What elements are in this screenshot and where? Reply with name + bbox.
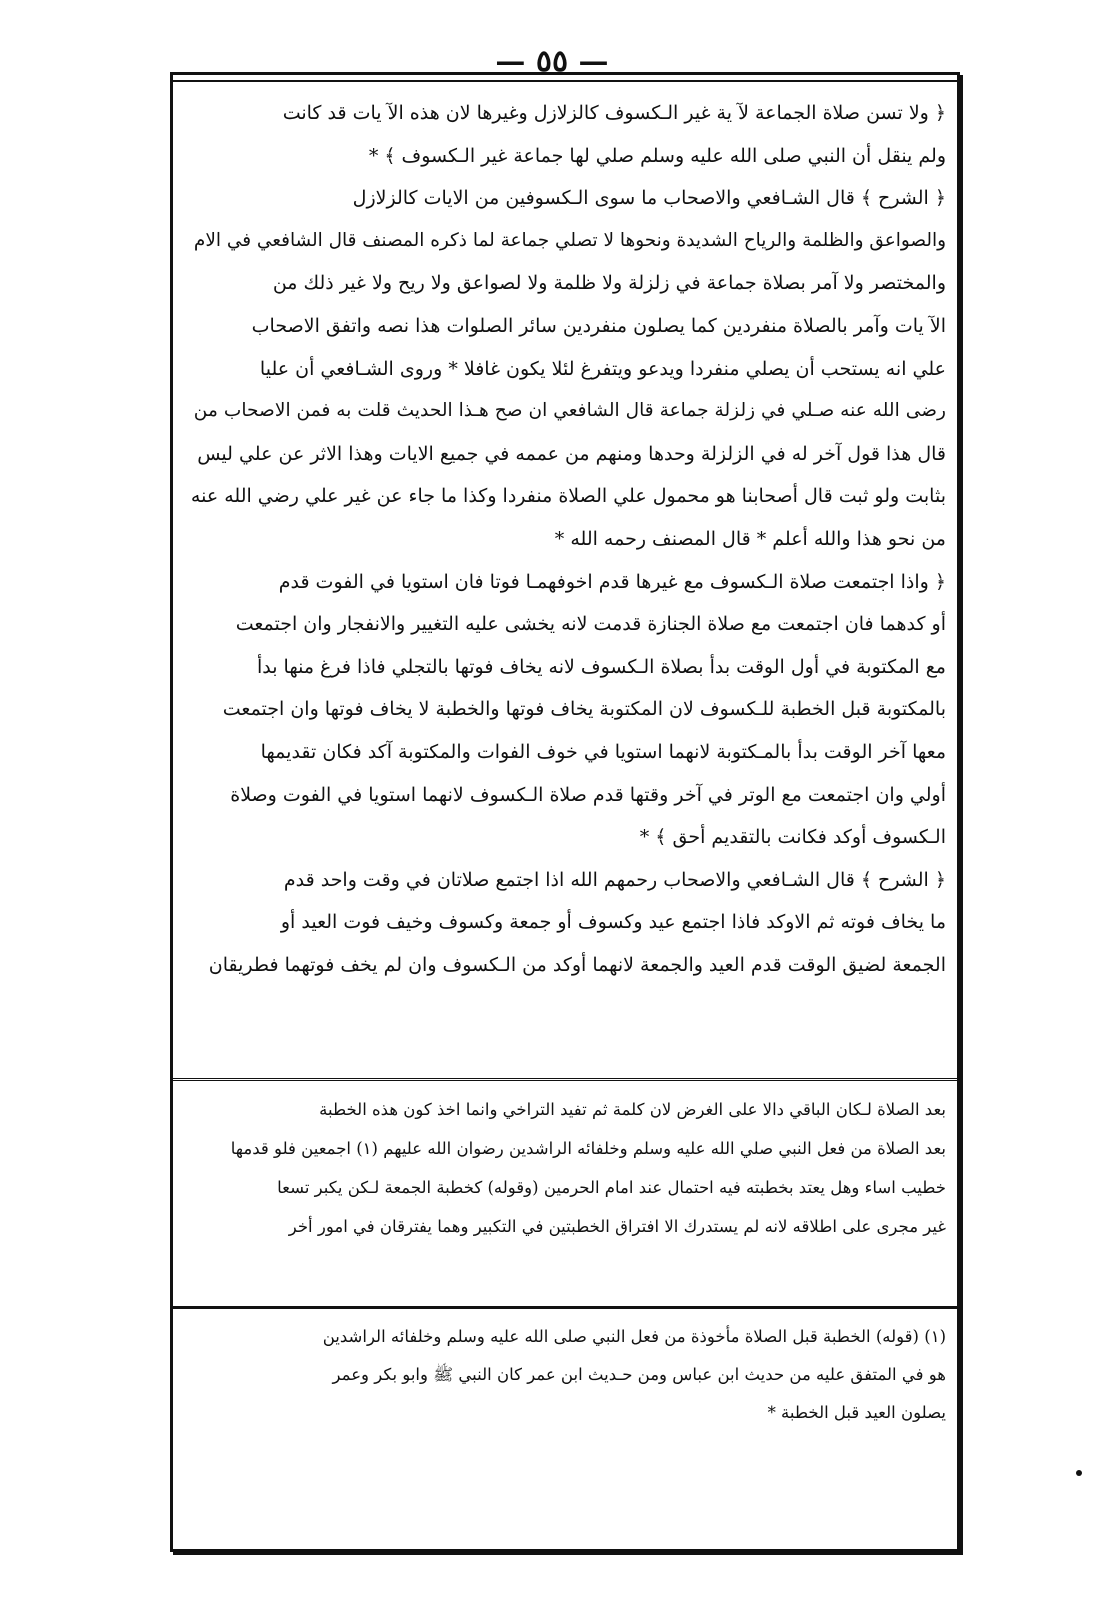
main-text-line: ما يخاف فوته ثم الاوكد فاذا اجتمع عيد وكسوف أو جمعة وكسوف وخيف فوت العيد أو xyxy=(280,911,946,934)
footnote-line: هو في المتفق عليه من حديث ابن عباس ومن حـديث ابن عمر كان النبي ﷺ وابو بكر وعمر xyxy=(332,1365,946,1384)
commentary-line: بعد الصلاة من فعل النبي صلي الله عليه وسلم وخلفائه الراشدين رضوان الله عليهم (١) اجمعين فلو قدمها xyxy=(230,1139,946,1158)
main-text-line: ﴿ الشرح ﴾ قال الشـافعي والاصحاب رحمهم الله اذا اجتمع صلاتان في وقت واحد قدم xyxy=(283,868,946,891)
main-text-line: ﴿ ولا تسن صلاة الجماعة لآ ية غير الـكسوف كالزلازل وغيرها لان هذه الآ يات قد كانت xyxy=(282,102,946,124)
main-text-line: ولم ينقل أن النبي صلى الله عليه وسلم صلي لها جماعة غير الـكسوف ﴾ * xyxy=(368,144,946,167)
main-text-line: قال هذا قول آخر له في الزلزلة وحدها ومنهم من عممه في جميع الايات وهذا الاثر عن علي ليس xyxy=(197,442,946,465)
main-text-line: رضى الله عنه صـلي في زلزلة جماعة قال الشافعي ان صح هـذا الحديث قلت به فمن الاصحاب من xyxy=(193,400,946,422)
main-text-line: معها آخر الوقت بدأ بالمـكتوبة لانهما استويا في خوف الفوات والمكتوبة آكد فكان تقديمها xyxy=(260,740,946,763)
main-text-line: ﴿ الشرح ﴾ قال الشـافعي والاصحاب ما سوى الـكسوفين من الايات كالزلازل xyxy=(352,187,946,210)
main-text-line: أو كدهما فان اجتمعت مع صلاة الجنازة قدمت لانه يخشى عليه التغيير والانفجار وان اجتمعت xyxy=(235,613,946,636)
main-text-line: مع المكتوبة في أول الوقت بدأ بصلاة الـكسوف لانه يخاف فوتها بالتجلي فاذا فرغ منها بدأ xyxy=(256,655,946,678)
footnote-divider xyxy=(172,1306,958,1309)
main-text-line: الآ يات وآمر بالصلاة منفردين كما يصلون منفردين سائر الصلوات هذا نصه واتفق الاصحاب xyxy=(251,314,946,337)
main-text-line: علي انه يستحب أن يصلي منفردا ويدعو ويتفرغ لئلا يكون غافلا * وروى الشـافعي أن عليا xyxy=(259,357,946,380)
commentary-line: بعد الصلاة لـكان الباقي دالا على الغرض لان كلمة ثم تفيد التراخي وانما اخذ كون هذه الخطبة xyxy=(319,1100,946,1119)
frame-top-rule xyxy=(170,80,960,82)
main-text-line: بالمكتوبة قبل الخطبة للـكسوف لان المكتوبة يخاف فوتها والخطبة لا يخاف فوتها وان اجتمعت xyxy=(222,698,946,721)
main-text-line: الجمعة لضيق الوقت قدم العيد والجمعة لانهما أوكد من الـكسوف وان لم يخف فوتهما فطريقان xyxy=(208,953,946,976)
main-text-line: بثابت ولو ثبت قال أصحابنا هو محمول علي الصلاة منفردا وكذا ما جاء عن غير علي رضي الله عنه xyxy=(190,485,946,508)
margin-mark xyxy=(1076,1470,1082,1476)
main-text-line: والصواعق والظلمة والرياح الشديدة ونحوها لا تصلي جماعة لما ذكره المصنف قال الشافعي في الام xyxy=(193,229,946,251)
commentary-line: غير مجرى على اطلاقه لانه لم يستدرك الا افتراق الخطبتين في التكبير وهما يفترقان في امور أخر xyxy=(288,1217,946,1236)
commentary-text xyxy=(186,1090,946,1246)
section-divider xyxy=(172,1078,958,1081)
main-text-line: الـكسوف أوكد فكانت بالتقديم أحق ﴾ * xyxy=(639,826,946,849)
main-text-line: من نحو هذا والله أعلم * قال المصنف رحمه الله * xyxy=(554,527,946,550)
main-text-line: ﴿ واذا اجتمعت صلاة الـكسوف مع غيرها قدم اخوفهمـا فوتا فان استويا في الفوت قدم xyxy=(278,570,946,593)
footnote-text xyxy=(186,1318,946,1432)
footnote-line: (١) (قوله) الخطبة قبل الصلاة مأخوذة من فعل النبي صلى الله عليه وسلم وخلفائه الراشدين xyxy=(322,1327,946,1346)
commentary-line: خطيب اساء وهل يعتد بخطبته فيه احتمال عند امام الحرمين (وقوله) كخطبة الجمعة لـكن يكبر تسعا xyxy=(277,1178,946,1197)
footnote-line: يصلون العيد قبل الخطبة * xyxy=(767,1403,946,1422)
page-number: — ٥٥ — xyxy=(495,44,609,79)
main-text-line: أولي وان اجتمعت مع الوتر في آخر وقتها قدم صلاة الـكسوف لانهما استويا في الفوت وصلاة xyxy=(230,783,946,806)
main-text-line: والمختصر ولا آمر بصلاة جماعة في زلزلة ولا ظلمة ولا لصواعق ولا ريح ولا غير ذلك من xyxy=(272,272,946,295)
main-text xyxy=(186,92,946,986)
